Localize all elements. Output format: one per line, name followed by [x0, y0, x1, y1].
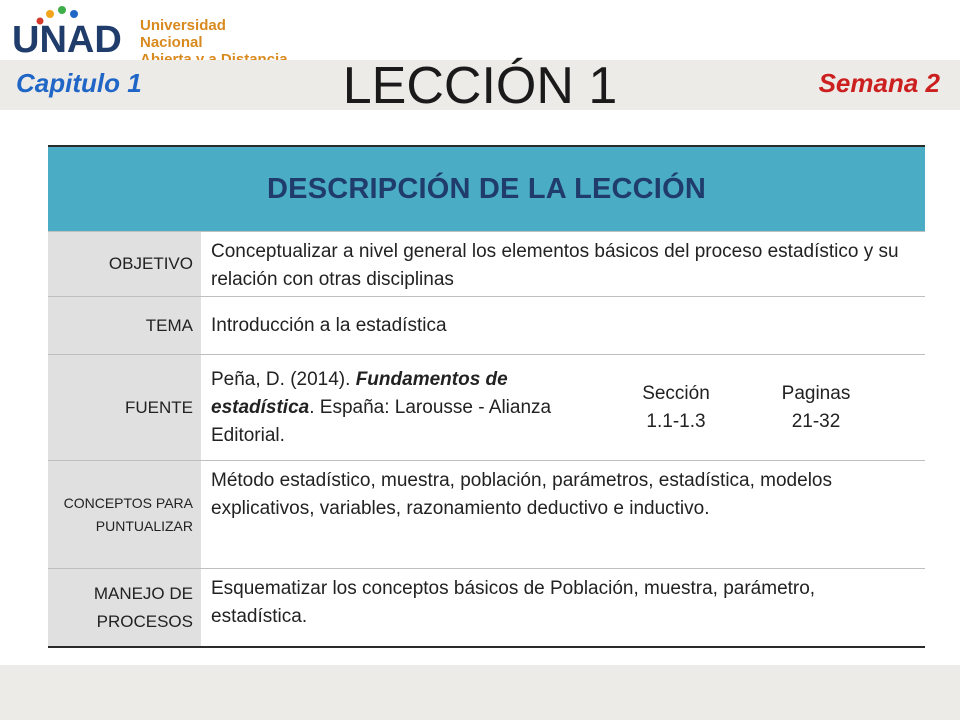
row-text-conceptos: Método estadístico, muestra, población, parámetros, estadística, modelos explicativos, variables, razonamiento deductivo e inductivo. — [211, 470, 832, 519]
fuente-pages — [751, 380, 881, 436]
week-label: Semana 2 — [818, 68, 940, 98]
reference-title: Fundamentos de estadística — [211, 368, 508, 418]
section-value: 1.1-1.3 — [646, 410, 706, 432]
section-label: Sección — [642, 382, 710, 404]
footer-band — [0, 665, 960, 720]
pages-label: Paginas — [781, 382, 851, 404]
row-text-objetivo: Conceptualizar a nivel general los elementos básicos del proceso estadístico y su relación con otras disciplinas — [211, 241, 899, 290]
row-label-manejo: MANEJO DE PROCESOS — [48, 569, 201, 646]
table-row-objetivo — [48, 231, 925, 296]
lesson-description-table — [48, 145, 925, 648]
row-label-objetivo: OBJETIVO — [48, 232, 201, 296]
logo-word: UNAD — [12, 19, 122, 58]
row-label-conceptos: CONCEPTOS PARA PUNTUALIZAR — [48, 461, 201, 568]
unad-logo-mark — [10, 4, 130, 58]
table-title: DESCRIPCIÓN DE LA LECCIÓN — [48, 147, 925, 231]
unad-logo — [10, 4, 290, 58]
table-row-tema — [48, 296, 925, 354]
row-label-tema: TEMA — [48, 297, 201, 354]
table-row-fuente — [48, 354, 925, 460]
reference-author: Peña, D. (2014). — [211, 368, 356, 390]
fuente-section — [611, 380, 741, 436]
row-text-manejo: Esquematizar los conceptos básicos de Población, muestra, parámetro, estadística. — [211, 578, 816, 627]
pages-value: 21-32 — [791, 410, 841, 432]
logo-line-1: Universidad Nacional — [140, 17, 226, 51]
row-label-fuente: FUENTE — [48, 355, 201, 460]
lesson-title: LECCIÓN 1 — [342, 57, 618, 115]
table-row-conceptos — [48, 460, 925, 568]
row-content-fuente — [201, 355, 925, 460]
fuente-reference — [211, 366, 581, 450]
chapter-label: Capitulo 1 — [16, 68, 142, 98]
table-row-manejo — [48, 568, 925, 646]
row-text-tema: Introducción a la estadística — [211, 314, 447, 336]
reference-publisher: . España: Larousse - Alianza Editorial. — [211, 396, 552, 446]
